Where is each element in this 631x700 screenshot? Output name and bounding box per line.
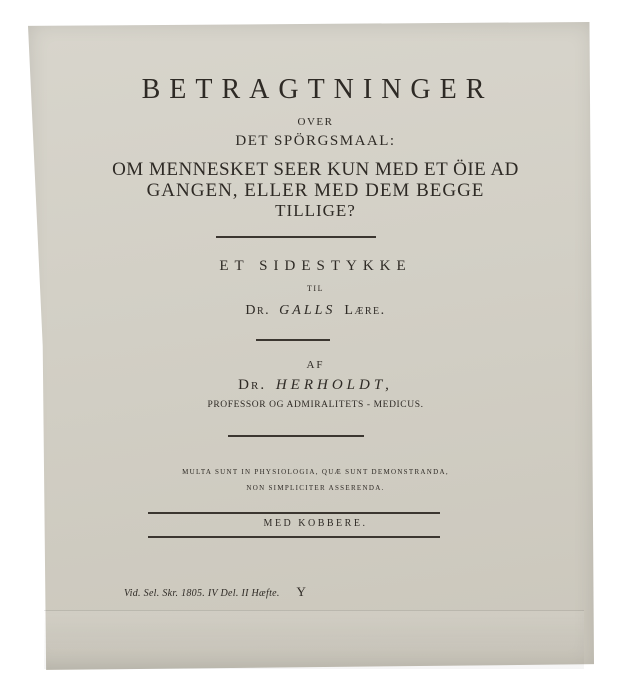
galls-name: GALLS bbox=[279, 303, 336, 318]
af-word: AF bbox=[306, 359, 325, 371]
laere-word: Lære. bbox=[344, 303, 386, 318]
divider-rule-2 bbox=[256, 339, 330, 341]
page-fold bbox=[44, 610, 584, 669]
til-word: TIL bbox=[307, 284, 324, 293]
author-name: HERHOLDT, bbox=[275, 377, 393, 393]
page-footer bbox=[124, 584, 306, 600]
journal-reference: Vid. Sel. Skr. 1805. IV Del. II Hæfte. bbox=[124, 588, 280, 599]
divider-rule-3 bbox=[228, 435, 364, 437]
signature-mark: Y bbox=[296, 584, 307, 599]
latin-quote-line-2: NON SIMPLICITER ASSERENDA. bbox=[246, 484, 385, 492]
divider-rule-1 bbox=[216, 236, 376, 238]
dr-galls-line bbox=[0, 303, 631, 319]
over-word: OVER bbox=[297, 116, 334, 128]
divider-rule-4 bbox=[148, 512, 440, 514]
dr-prefix: Dr. bbox=[245, 303, 271, 318]
author-title: PROFESSOR OG ADMIRALITETS - MEDICUS. bbox=[207, 400, 424, 410]
question-line-3: TILLIGE? bbox=[275, 201, 356, 220]
main-title: BETRAGTNINGER bbox=[141, 74, 494, 105]
med-kobbere: MED KOBBERE. bbox=[263, 518, 368, 529]
question-line-1: OM MENNESKET SEER KUN MED ET ÖIE AD bbox=[112, 159, 519, 180]
question-line-2: GANGEN, ELLER MED DEM BEGGE bbox=[146, 180, 485, 201]
author-prefix: Dr. bbox=[238, 377, 267, 393]
divider-rule-5 bbox=[148, 536, 440, 538]
latin-quote-line-1: MULTA SUNT IN PHYSIOLOGIA, QUÆ SUNT DEMONSTRANDA, bbox=[182, 468, 449, 476]
subtitle: ET SIDESTYKKE bbox=[219, 258, 412, 274]
spoergsmaal-line: DET SPÖRGSMAAL: bbox=[235, 133, 396, 149]
author-line bbox=[0, 377, 631, 394]
